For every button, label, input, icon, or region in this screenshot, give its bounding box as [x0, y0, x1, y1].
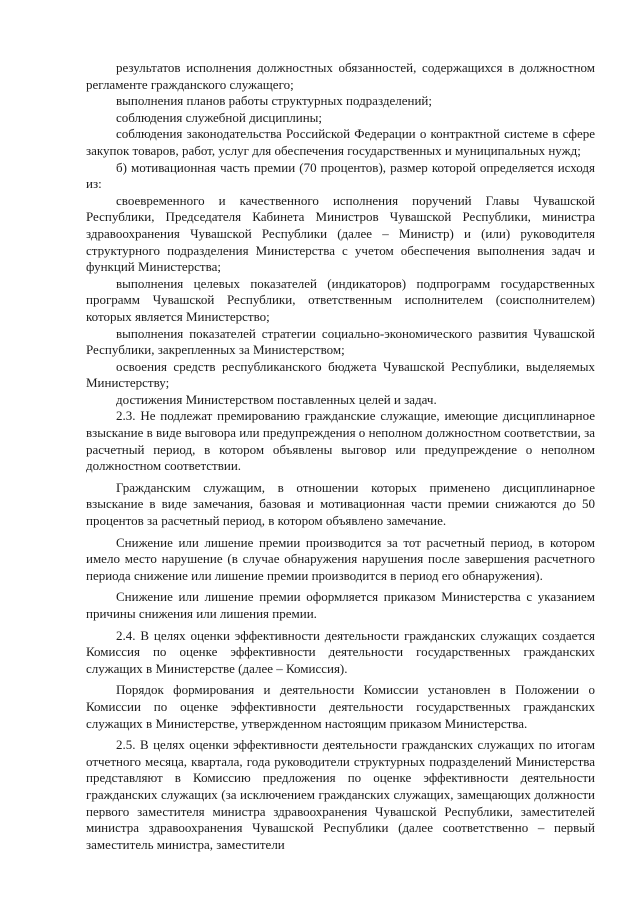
paragraph-5: б) мотивационная часть премии (70 процентов), размер которой определяется исходя из: [86, 159, 595, 192]
paragraph-6: своевременного и качественного исполнения поручений Главы Чувашской Республики, Председателя Кабинета Министров Чувашской Республики, министра здравоохранения Чувашской Республики (далее – Министр) и (или) руководителя структурного подразделения Министерства с учетом обеспечения выполнения задач и функций Министерства; [86, 192, 595, 275]
paragraph-11: 2.3. Не подлежат премированию гражданские служащие, имеющие дисциплинарное взыскание в виде выговора или предупреждения о неполном должностном соответствии, за расчетный период, в котором объявлены выговор или предупреждение о неполном должностном соответствии. [86, 408, 595, 474]
paragraph-7: выполнения целевых показателей (индикаторов) подпрограмм государственных программ Чувашской Республики, ответственным исполнителем (соисполнителем) которых является Министерство; [86, 275, 595, 324]
paragraph-8: выполнения показателей стратегии социально-экономического развития Чувашской Республики, закрепленных за Министерством; [86, 325, 595, 358]
paragraph-2: выполнения планов работы структурных подразделений; [116, 93, 432, 109]
paragraph-4: соблюдения законодательства Российской Федерации о контрактной системе в сфере закупок товаров, работ, услуг для обеспечения государственных и муниципальных нужд; [86, 126, 595, 158]
paragraph-15: 2.4. В целях оценки эффективности деятельности гражданских служащих создается Комиссия по оценке эффективности деятельности государственных гражданских служащих в Министерстве (далее – Комиссия). [86, 627, 595, 676]
paragraph-17: 2.5. В целях оценки эффективности деятельности гражданских служащих по итогам отчетного месяца, квартала, года руководители структурных подразделений Министерства представляют в Комиссию предложения по оценке эффективности деятельности гражданских служащих (за исключением гражданских служащих, замещающих должности первого заместителя министра здравоохранения Чувашской Республики, заместителей министра здравоохранения Чувашской Республики (далее соответственно – первый заместитель министра, заместители [86, 737, 595, 852]
paragraph-9: освоения средств республиканского бюджета Чувашской Республики, выделяемых Министерству; [86, 358, 595, 391]
paragraph-13: Снижение или лишение премии производится за тот расчетный период, в котором имело место нарушение (в случае обнаружения нарушения после завершения расчетного периода снижение или лишение премии производится в период его обнаружения). [86, 534, 595, 583]
paragraph-16: Порядок формирования и деятельности Комиссии установлен в Положении о Комиссии по оценке эффективности деятельности государственных гражданских служащих в Министерстве, утвержденном настоящим приказом Министерства. [86, 682, 595, 731]
paragraph-10: достижения Министерством поставленных целей и задач. [116, 391, 437, 407]
paragraph-14: Снижение или лишение премии оформляется приказом Министерства с указанием причины снижения или лишения премии. [86, 589, 595, 621]
paragraph-1: результатов исполнения должностных обязанностей, содержащихся в должностном регламенте гражданского служащего; [86, 60, 595, 92]
document-page [86, 60, 595, 853]
paragraph-3: соблюдения служебной дисциплины; [116, 109, 323, 125]
paragraph-12: Гражданским служащим, в отношении которых применено дисциплинарное взыскание в виде замечания, базовая и мотивационная части премии снижаются до 50 процентов за расчетный период, в котором объявлено замечание. [86, 479, 595, 529]
